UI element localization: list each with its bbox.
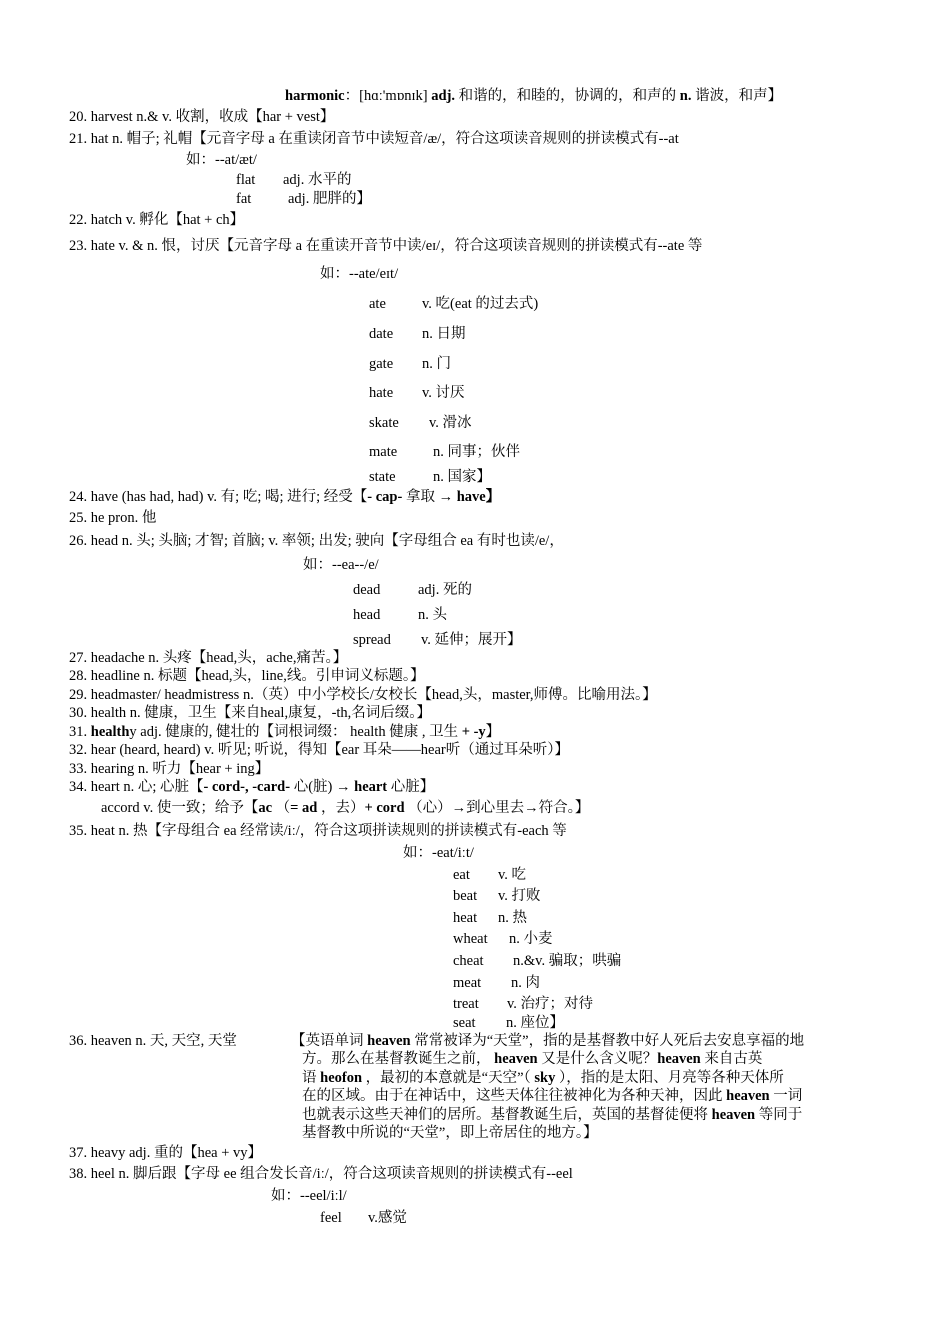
entry-35-word-8: seat n. 座位】 [453,1015,564,1031]
entry-37: 37. heavy adj. 重的【hea + vy】 [69,1145,263,1161]
entry-26-word-2: head n. 头 [353,607,447,623]
entry-36-line-6: 基督教中所说的“天堂”，即上帝居住的地方。】 [302,1125,598,1141]
entry-26-word-1: dead adj. 死的 [353,582,472,598]
entry-20: 20. harvest n.& v. 收割，收成【har + vest】 [69,109,335,125]
entry-29: 29. headmaster/ headmistress n.（英）中小学校长/女校长【head,头，master,师傅。比喻用法。】 [69,687,657,703]
entry-27: 27. headache n. 头疼【head,头，ache,痛苦。】 [69,650,348,666]
entry-21-word-2: fat adj. 肥胖的】 [236,191,371,207]
entry-32: 32. hear (heard, heard) v. 听见; 听说，得知【ear 耳朵——hear听（通过耳朵听）】 [69,742,569,758]
entry-23-word-3: gate n. 门 [369,356,451,372]
entry-30: 30. health n. 健康，卫生【来自heal,康复，-th,名词后缀。】 [69,705,432,721]
entry-34: 34. heart n. 心; 心脏【- cord-, -card- 心(脏) → heart 心脏】 [69,779,435,795]
entry-36-line-1: 【英语单词 heaven 常常被译为“天堂”，指的是基督教中好人死后去安息享福的地 [291,1033,805,1049]
entry-24: 24. have (has had, had) v. 有; 吃; 喝; 进行; 经受【- cap- 拿取 → have】 [69,489,501,505]
entry-23-word-5: skate v. 滑冰 [369,415,472,431]
entry-35-word-5: cheat n.&v. 骗取；哄骗 [453,953,622,969]
entry-36-line-3: 语 heofon ，最初的本意就是“天空”（ sky ），指的是太阳、月亮等各种天体所 [302,1070,784,1086]
entry-35-word-6: meat n. 肉 [453,975,540,991]
entry-23-word-7: state n. 国家】 [369,469,491,485]
entry-35-word-4: wheat n. 小麦 [453,931,553,947]
entry-36-head: 36. heaven n. 天, 天空, 天堂 [69,1033,237,1049]
entry-35-word-3: heat n. 热 [453,910,527,926]
entry-34-accord: accord v. 使一致；给予【ac （= ad ，去）+ cord （心）→到心里去→符合。】 [101,800,590,816]
entry-23-word-1: ate v. 吃(eat 的过去式) [369,296,539,312]
entry-22: 22. hatch v. 孵化【hat + ch】 [69,212,245,228]
entry-26-word-3: spread v. 延伸；展开】 [353,632,522,648]
entry-35-word-2: beat v. 打败 [453,888,541,904]
entry-26-example: 如：--ea--/e/ [303,557,379,573]
entry-35-example: 如：-eat/iːt/ [403,845,474,861]
entry-38-example: 如：--eel/iːl/ [271,1188,347,1204]
entry-31: 31. healthy adj. 健康的, 健壮的【词根词缀： health 健康 , 卫生 + -y】 [69,724,501,740]
entry-23-word-6: mate n. 同事；伙伴 [369,444,520,460]
entry-35-word-1: eat v. 吃 [453,867,527,883]
entry-23-word-2: date n. 日期 [369,326,466,342]
entry-23-example: 如：--ate/eɪt/ [320,266,399,282]
entry-23: 23. hate v. & n. 恨，讨厌【元音字母 a 在重读开音节中读/eɪ/，符合这项读音规则的拼读模式有--ate 等 [69,238,703,254]
entry-21-example: 如：--at/æt/ [186,152,257,168]
entry-38: 38. heel n. 脚后跟【字母 ee 组合发长音/iː/，符合这项读音规则的拼读模式有--eel [69,1166,573,1182]
entry-28: 28. headline n. 标题【head,头，line,线。引申词义标题。】 [69,668,425,684]
entry-36-line-4: 在的区域。由于在神话中，这些天体往往被神化为各种天神，因此 heaven 一词 [302,1088,803,1104]
entry-21: 21. hat n. 帽子; 礼帽【元音字母 a 在重读闭音节中读短音/æ/，符合这项读音规则的拼读模式有--at [69,131,679,147]
entry-36-line-2: 方。那么在基督教诞生之前， heaven 又是什么含义呢？heaven 来自古英 [302,1051,763,1067]
entry-23-word-4: hate v. 讨厌 [369,385,465,401]
entry-36-line-5: 也就表示这些天神们的居所。基督教诞生后，英国的基督徒便将 heaven 等同于 [302,1107,803,1123]
entry-26: 26. head n. 头; 头脑; 才智; 首脑; v. 率领; 出发; 驶向【字母组合 ea 有时也读/e/， [69,533,564,549]
harmonic-line: harmonic：[hɑː'mɒnɪk] adj. 和谐的，和睦的，协调的，和声的 n. 谐波，和声】 [285,88,783,104]
entry-33: 33. hearing n. 听力【hear + ing】 [69,761,270,777]
entry-21-word-1: flat adj. 水平的 [236,172,352,188]
entry-35: 35. heat n. 热【字母组合 ea 经常读/iː/，符合这项拼读规则的拼读模式有-each 等 [69,823,567,839]
entry-35-word-7: treat v. 治疗；对待 [453,996,594,1012]
entry-38-word-1: feel v.感觉 [320,1210,407,1226]
entry-25: 25. he pron. 他 [69,510,157,526]
